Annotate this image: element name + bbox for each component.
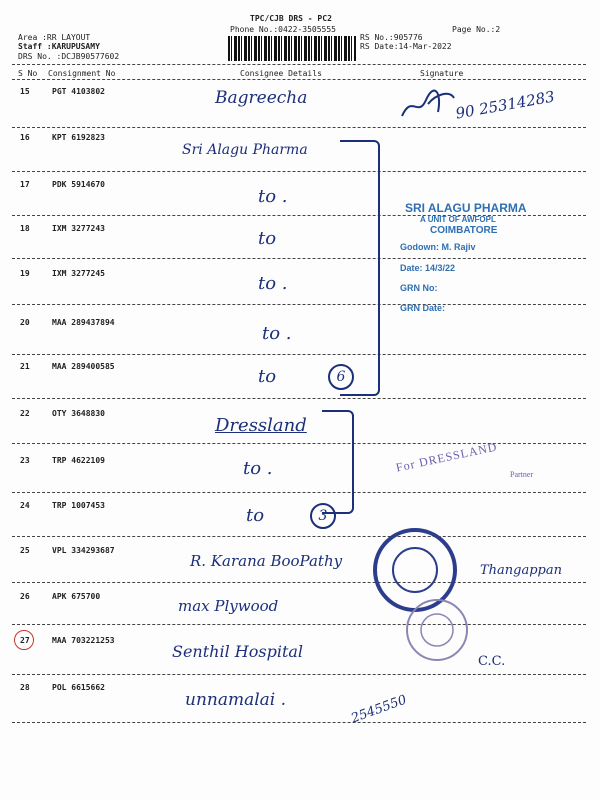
phone-number: Phone No.:0422-3505555 [230, 25, 336, 34]
group-bracket-1 [340, 140, 380, 396]
rs-date: RS Date:14-Mar-2022 [360, 42, 452, 51]
row-sno: 28 [20, 683, 30, 692]
cc-note: C.C. [478, 654, 506, 669]
group-count-circle: 6 [328, 364, 354, 390]
consignee-handwriting: to . [262, 323, 292, 344]
row-consignment-no: MAA 289400585 [52, 362, 115, 371]
row-divider [12, 127, 586, 128]
row-divider [12, 722, 586, 723]
header-divider-bottom [12, 79, 586, 80]
signature-scribble [398, 88, 458, 124]
row-sno: 23 [20, 456, 30, 465]
column-header-signature: Signature [420, 69, 464, 78]
row-consignment-no: TRP 4622109 [52, 456, 105, 465]
row-sno: 21 [20, 362, 30, 371]
stamp-date: Date: 14/3/22 [400, 263, 456, 273]
barcode [228, 36, 356, 61]
column-header-consignee: Consignee Details [240, 69, 322, 78]
row-divider [12, 354, 586, 355]
column-header-consignment: Consignment No [48, 69, 116, 78]
page-number: Page No.:2 [452, 25, 501, 34]
row-divider [12, 536, 586, 537]
group-bracket-2 [322, 410, 354, 514]
row-sno: 15 [20, 87, 30, 96]
consignee-handwriting: to . [243, 458, 273, 479]
row-sno: 24 [20, 501, 30, 510]
consignee-handwriting: max Plywood [178, 597, 279, 615]
row-consignment-no: MAA 289437894 [52, 318, 115, 327]
row-divider [12, 674, 586, 675]
row-divider [12, 215, 586, 216]
row-consignment-no: KPT 6192823 [52, 133, 105, 142]
row-consignment-no: TRP 1007453 [52, 501, 105, 510]
stamp-city: COIMBATORE [430, 225, 498, 236]
row-divider [12, 398, 586, 399]
rs-number: RS No.:905776 [360, 33, 423, 42]
stamp-company-name: SRI ALAGU PHARMA [405, 201, 527, 215]
signature-phone: 90 25314283 [454, 87, 557, 123]
row-sno: 25 [20, 546, 30, 555]
document-title: TPC/CJB DRS - PC2 [250, 14, 332, 23]
consignee-handwriting: unnamalai . [185, 690, 287, 710]
stamp-grn-date: GRN Date: [400, 303, 446, 313]
row-sno: 27 [20, 636, 30, 645]
row-sno: 22 [20, 409, 30, 418]
row-sno: 20 [20, 318, 30, 327]
row-consignment-no: APK 675700 [52, 592, 101, 601]
row-divider [12, 171, 586, 172]
stamp-grn-no: GRN No: [400, 283, 438, 293]
staff-field: Staff :KARUPUSAMY [18, 42, 100, 51]
consignee-handwriting: Bagreecha [215, 88, 308, 108]
consignee-handwriting: to . [258, 273, 288, 294]
row-divider [12, 624, 586, 625]
row-consignment-no: IXM 3277243 [52, 224, 105, 233]
row-consignment-no: POL 6615662 [52, 683, 105, 692]
consignee-handwriting: Dressland [215, 415, 307, 436]
stamp-subtitle: A UNIT OF AWFOPL [420, 215, 496, 224]
stamp-godown: Godown: M. Rajiv [400, 242, 476, 252]
consignee-handwriting: to [258, 228, 277, 249]
stamp-partner: Partner [510, 470, 534, 479]
row-consignment-no: PDK 5914670 [52, 180, 105, 189]
row-consignment-no: IXM 3277245 [52, 269, 105, 278]
consignee-handwriting: to [246, 505, 265, 526]
row-consignment-no: OTY 3648830 [52, 409, 105, 418]
row-divider [12, 304, 586, 305]
group-count-circle: 3 [310, 503, 336, 529]
signature-number: 2545550 [349, 692, 409, 727]
consignee-handwriting: Senthil Hospital [172, 642, 304, 661]
row-consignment-no: MAA 703221253 [52, 636, 115, 645]
consignee-handwriting: to . [258, 186, 288, 207]
drs-number: DRS No. :DCJB90577602 [18, 52, 120, 61]
consignee-handwriting: to [258, 366, 277, 387]
row-consignment-no: PGT 4103802 [52, 87, 105, 96]
stamp-for-company: For DRESSLAND [394, 439, 499, 475]
row-sno: 26 [20, 592, 30, 601]
row-divider [12, 258, 586, 259]
row-divider [12, 443, 586, 444]
row-divider [12, 582, 586, 583]
row-consignment-no: VPL 334293687 [52, 546, 115, 555]
row-sno: 19 [20, 269, 30, 278]
consignee-handwriting: R. Karana BooPathy [190, 552, 343, 570]
header-divider-top [12, 64, 586, 65]
row-divider [12, 492, 586, 493]
row-sno: 16 [20, 133, 30, 142]
consignee-handwriting: Sri Alagu Pharma [182, 142, 308, 158]
row-sno: 18 [20, 224, 30, 233]
row-sno: 17 [20, 180, 30, 189]
column-header-sno: S No [18, 69, 38, 78]
round-seal-2 [402, 595, 472, 665]
signature-name: Thangappan [480, 563, 563, 578]
area-field: Area :RR LAYOUT [18, 33, 91, 42]
